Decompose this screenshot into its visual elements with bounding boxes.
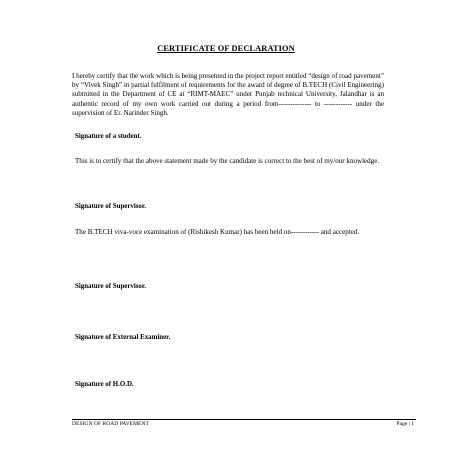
viva-paragraph: The B.TECH viva-voce examination of (Rishikesh Kumar) has been held on------------ and accepted.	[75, 228, 360, 236]
footer-divider	[72, 419, 416, 420]
signature-external-examiner-label: Signature of External Examiner.	[75, 334, 171, 341]
signature-hod-label: Signature of H.O.D.	[75, 381, 134, 388]
signature-supervisor-label-2: Signature of Supervisor.	[75, 283, 147, 290]
certify-paragraph: This is to certify that the above statement made by the candidate is correct to the best of my/our knowledge.	[75, 157, 380, 165]
certificate-title: CERTIFICATE OF DECLARATION	[157, 44, 295, 53]
signature-supervisor-label: Signature of Supervisor.	[75, 203, 147, 210]
footer-document-title: DESIGN OF ROAD PAVEMENT	[72, 421, 149, 427]
signature-student-label: Signature of a student.	[75, 133, 142, 140]
declaration-paragraph: I hereby certify that the work which is being presented in the project report entitled “design of road pavement” by “Vivek Singh” in partial fulfilment of requirements for the award of degree of B.TECH (Civil Engineering) submitted in the Department of CE at “RIMT-MAEC” under Punjab technical University, Jalandhar is an authentic record of my own work carried out during a period from-------------- to ------------ under the supervision of Er. Narinder Singh.	[72, 72, 384, 117]
footer-page-number: Page | 1	[396, 421, 414, 427]
